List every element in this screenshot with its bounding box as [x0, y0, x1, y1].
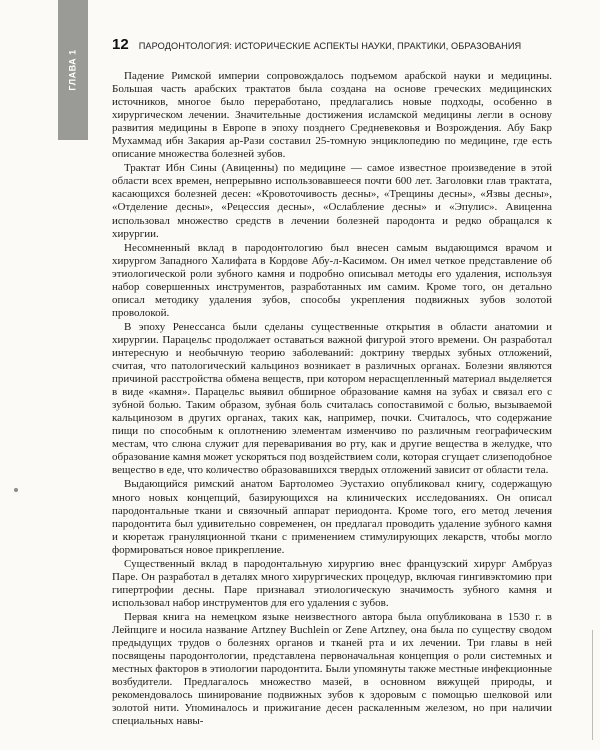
- chapter-side-tab: [58, 0, 88, 140]
- chapter-label: ГЛАВА 1: [68, 49, 78, 91]
- running-title: ПАРОДОНТОЛОГИЯ: ИСТОРИЧЕСКИЕ АСПЕКТЫ НАУКИ, ПРАКТИКИ, ОБРАЗОВАНИЯ: [138, 41, 522, 51]
- paragraph: Падение Римской империи сопровождалось подъемом арабской науки и медицины. Большая часть арабских трактатов была создана на основе греческих медицинских источников, многое было переработано, предлагались новые подходы, особенно в хирургическом лечении. Значительные достижения исламской медицины легли в основу развития медицины в Европе в эпоху позднего Средневековья и Возрождения. Абу Бакр Мухаммад ибн Закария ар-Рази составил 25-томную энциклопедию по медицине, где есть описание множества болезней зубов.: [112, 70, 552, 161]
- margin-rule: [592, 630, 593, 740]
- paragraph: В эпоху Ренессанса были сделаны существенные открытия в области анатомии и хирургии. Парацельс продолжает оставаться важной фигурой этого времени. Он разработал интересную и необычную теорию заболеваний: доктрину твердых зубных отложений, считая, что патологический кальциноз возникает в различных органах. Болезни являются причиной расстройства обмена веществ, при котором нерасщепленный материал выделяется в виде «камня». Парацельс выявил обширное образование камня на зубах и связал его с зубной болью. Таким образом, зубная боль считалась сопоставимой с болью, вызываемой кальцинозом в других органах, таких как, например, почки. Считалось, что содержание пищи по способным к оплотнению элементам изменчиво по различным географическим местам, что слюна служит для переваривания во рту, как и другие вещества в желудке, что образование камня может ускоряться под воздействием соли, которая сгущает слизеподобное вещество в еде, что количество образовавшихся твердых отложений зависит от области тела.: [112, 320, 552, 477]
- paragraph: Выдающийся римский анатом Бартоломео Эустахио опубликовал книгу, содержащую много новых концепций, базирующихся на клинических исследованиях. Он описал пародонтальные ткани и связочный аппарат периодонта. Кроме того, его метод лечения пародонтита был удивительно современен, он предлагал проводить удаление зубного камня и кюретаж грануляционной ткани с применением стимулирующих лекарств, чтобы могло формироваться новое прикрепление.: [112, 478, 552, 556]
- paragraph: Трактат Ибн Сины (Авиценны) по медицине — самое известное произведение в этой области всех времен, непрерывно использовавшееся почти 600 лет. Заголовки глав трактата, касающихся болезней десен: «Кровоточивость десны», «Трещины десны», «Язвы десны», «Отделение десны», «Рецессия десны», «Ослабление десны» и «Эпулис». Авиценна использовал множество средств в лечении болезней пародонта и редко обращался к хирургии.: [112, 162, 552, 240]
- scan-artifact: [14, 488, 18, 492]
- paragraph: Несомненный вклад в пародонтологию был внесен самым выдающимся врачом и хирургом Западного Халифата в Кордове Абу-л-Касимом. Он имел четкое представление об этиологической роли зубного камня и подробно описывал методы его удаления, используя набор совершенных инструментов, разработанных им самим. Кроме того, он детально описал методику удаления зубов, способы укрепления подвижных зубов золотой проволокой.: [112, 241, 552, 319]
- paragraph: Первая книга на немецком языке неизвестного автора была опубликована в 1530 г. в Лейпциге и носила название Artzney Buchlein or Zene Artzney, она была по существу сводом предыдущих трудов о болезнях органов и тканей рта и их лечении. Три главы в ней посвящены пародонтологии, представлена первоначальная концепция о роли системных и местных факторов в этиологии пародонтита. Были упомянуты также местные инфекционные возбудители. Предлагалось множество мазей, в основном вяжущей природы, и рекомендовалось шинирование подвижных зубов к здоровым с помощью шелковой или золотой нити. Упоминалось и прижигание десен раскаленным железом, но при наличии специальных навы-: [112, 610, 552, 728]
- body-text: [112, 70, 552, 728]
- page-header: [112, 36, 552, 56]
- page-number: 12: [112, 36, 129, 53]
- paragraph: Существенный вклад в пародонтальную хирургию внес французский хирург Амбруаз Паре. Он разработал в деталях много хирургических процедур, включая гингивэктомию при гипертрофии десны. Паре признавал этиологическую значимость зубного камня и использовал набор инструментов для его удаления с зубов.: [112, 557, 552, 609]
